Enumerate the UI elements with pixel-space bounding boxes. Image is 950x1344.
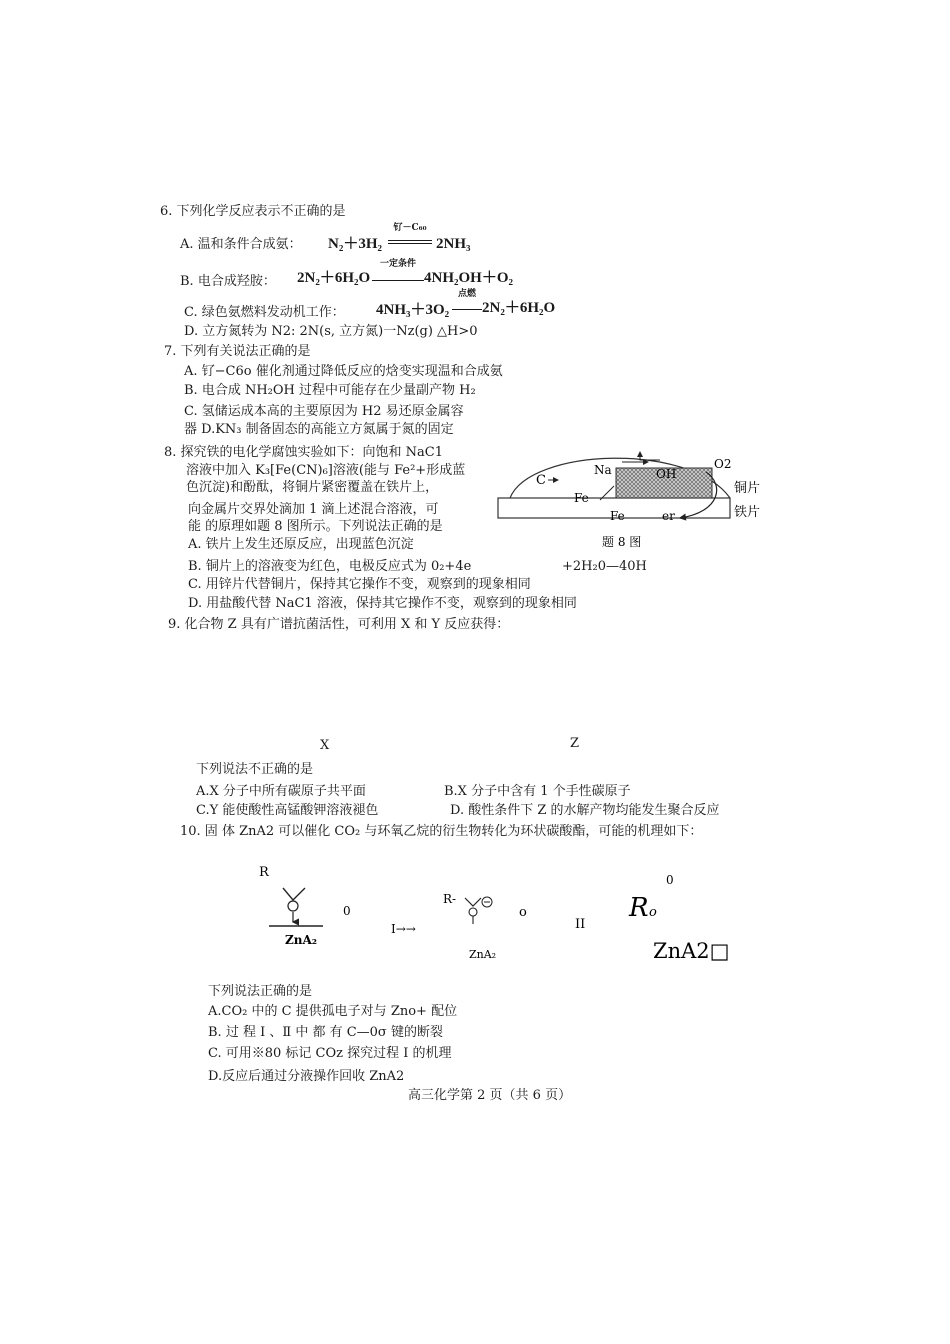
q10-option-c: C. 可用※80 标记 COz 探究过程 I 的机理 [208, 1046, 452, 1061]
mech-r2: R- [443, 892, 457, 906]
mech-step2: II [575, 917, 586, 932]
mech-zn3: ZnA2□ [653, 939, 730, 963]
q8-stem-line5: 能 的原理如题 8 图所示。下列说法正确的是 [188, 519, 443, 534]
mech-r3: R [629, 893, 649, 923]
page-footer: 高三化学第 2 页（共 6 页） [408, 1088, 572, 1103]
fig-label-fe-top: Fe [574, 491, 589, 505]
q6-option-b-condition: 一定条件 [379, 259, 416, 269]
oxygen-atom-icon-2 [469, 908, 477, 916]
q7-option-c: C. 氢储运成本高的主要原因为 H2 易还原金属容 [184, 404, 464, 419]
q8-stem-line2: 溶液中加入 K₃[Fe(CN)₆]溶液(能与 Fe²+形成蓝 [186, 463, 466, 478]
q6-option-a-right: 2NH₃ [436, 236, 471, 252]
q9-option-b: B.X 分子中含有 1 个手性碳原子 [444, 784, 631, 799]
fig-label-c: C [536, 473, 546, 488]
mech-o2: o [519, 905, 527, 920]
fig-label-electron: er [662, 509, 675, 523]
fig-label-fe-bottom: Fe [610, 509, 625, 523]
q9-label-z: Z [570, 736, 580, 751]
q10-prompt: 下列说法正确的是 [208, 984, 313, 999]
q7-option-a: A. 钌−C6o 催化剂通过降低反应的焓变实现温和合成氨 [184, 364, 503, 379]
q10-stem: 10. 固 体 ZnA2 可以催化 CO₂ 与环氧乙烷的衍生物转化为环状碳酸酯，可能的机理如下： [180, 824, 703, 839]
q9-prompt: 下列说法不正确的是 [196, 762, 314, 777]
q7-stem: 7. 下列有关说法正确的是 [164, 344, 311, 359]
q6-option-c-label: C. 绿色氨燃料发动机工作： [184, 305, 345, 320]
q6-option-a-condition: 钌－C₆₀ [393, 223, 427, 233]
q6-option-b-right: 4NH₂OH＋O₂ [424, 270, 513, 286]
mech-r1: R [259, 865, 269, 880]
q10-option-a: A.CO₂ 中的 C 提供孤电子对与 Zno+ 配位 [208, 1004, 458, 1019]
q6-option-a-label: A. 温和条件合成氨： [180, 237, 302, 252]
q8-option-c: C. 用锌片代替铜片，保持其它操作不变，观察到的现象相同 [188, 577, 531, 592]
q7-option-b: B. 电合成 NH₂OH 过程中可能存在少量副产物 H₂ [184, 383, 476, 398]
fig-label-copper: 铜片 [734, 481, 761, 496]
q8-stem-line3: 色沉淀)和酚酞，将铜片紧密覆盖在铁片上， [186, 480, 439, 495]
q6-option-c-arrow [452, 289, 482, 316]
q6-option-b-arrow [372, 259, 424, 286]
mech-o3: 0 [666, 873, 674, 887]
q10-option-b: B. 过 程 I 、Ⅱ 中 都 有 C—0σ 键的断裂 [208, 1025, 443, 1040]
opened-bond-icon [465, 898, 481, 906]
q9-option-c: C.Y 能使酸性高锰酸钾溶液褪色 [196, 803, 379, 818]
q10-mechanism [255, 860, 735, 970]
q8-option-b-left: B. 铜片上的溶液变为红色，电极反应式为 0₂+4e [188, 559, 472, 574]
q9-stem: 9. 化合物 Z 具有广谱抗菌活性，可利用 X 和 Y 反应获得： [168, 617, 510, 632]
oxygen-atom-icon [288, 901, 298, 911]
q8-stem-line4: 向金属片交界处滴加 1 滴上述混合溶液，可 [188, 502, 439, 517]
q8-stem-line1: 8. 探究铁的电化学腐蚀实验如下：向饱和 NaC1 [164, 445, 444, 460]
q10-option-d: D.反应后通过分液操作回收 ZnA2 [208, 1069, 405, 1084]
q6-option-c-right: 2N₂＋6H₂O [482, 300, 556, 316]
fig-caption: 题 8 图 [602, 535, 642, 549]
mech-o4: o [649, 905, 657, 920]
mech-zn2: ZnA₂ [469, 948, 497, 961]
q8-option-a: A. 铁片上发生还原反应，出现蓝色沉淀 [188, 537, 414, 552]
q9-option-a: A.X 分子中所有碳原子共平面 [196, 784, 366, 799]
q6-option-a-arrow [388, 223, 432, 250]
q8-option-d: D. 用盐酸代替 NaC1 溶液，保持其它操作不变，观察到的现象相同 [188, 596, 577, 611]
q6-option-b-left: 2N₂＋6H₂O [297, 270, 371, 286]
q6-option-c-left: 4NH₃＋3O₂ [376, 302, 450, 318]
q9-label-x: X [320, 738, 330, 753]
q6-stem: 6. 下列化学反应表示不正确的是 [160, 204, 346, 219]
mech-zn1: ZnA₂ [285, 933, 318, 947]
epoxide-bond-icon [283, 888, 305, 900]
mech-step1: I→→ [391, 922, 416, 936]
q6-option-d: D. 立方氮转为 N2: 2N(s, 立方氮)一Nz(g) △H>0 [184, 324, 478, 339]
q6-option-c-condition: 点燃 [457, 289, 476, 299]
fig-label-iron: 铁片 [734, 505, 761, 520]
fig-label-oh: OH [656, 467, 677, 481]
q8-option-b-right: +2H₂0—40H [562, 559, 647, 574]
oh-arrow-icon [640, 452, 660, 460]
fig-label-na: Na [594, 463, 612, 477]
q7-option-d: 器 D.KN₃ 制备固态的高能立方氮属于氮的固定 [184, 422, 454, 437]
mech-o1: 0 [343, 904, 351, 918]
q6-option-b-label: B. 电合成羟胺： [180, 274, 276, 289]
q6-option-a-left: N₂＋3H₂ [328, 236, 382, 252]
q9-option-d: D. 酸性条件下 Z 的水解产物均能发生聚合反应 [450, 803, 720, 818]
q8-figure [490, 440, 780, 555]
fig-label-o2: O2 [714, 457, 732, 471]
